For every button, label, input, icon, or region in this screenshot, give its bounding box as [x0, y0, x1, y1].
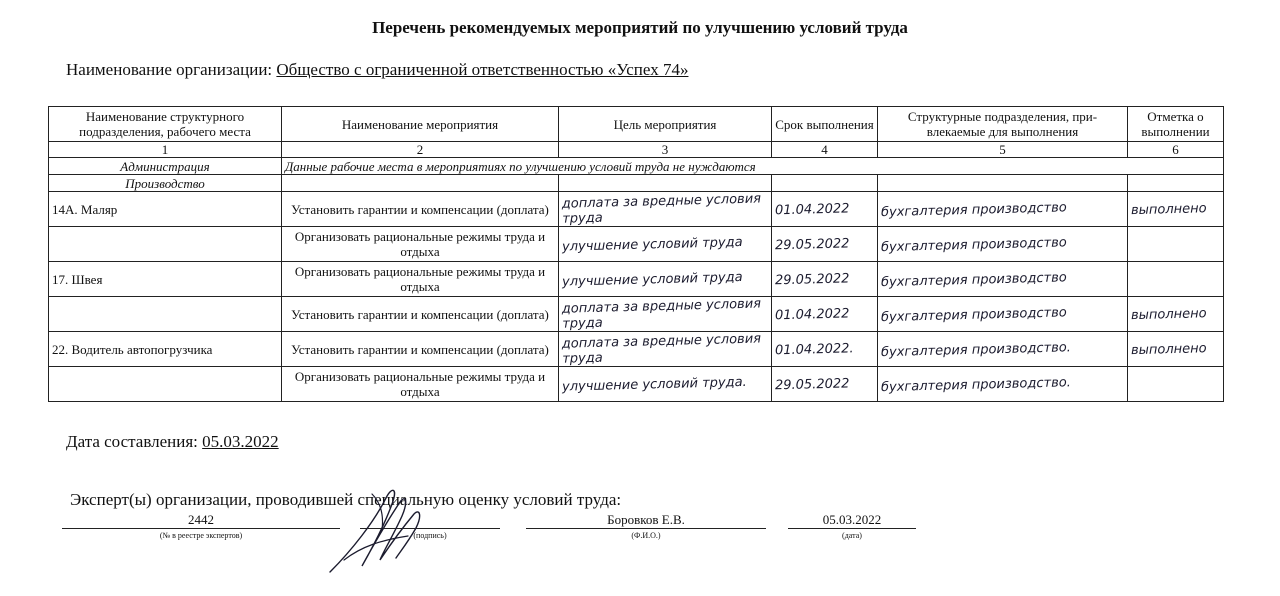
handwritten-goal: доплата за вредные условия труда	[561, 191, 762, 227]
table-row	[49, 227, 1224, 262]
registry-number: 2442	[188, 512, 214, 527]
empty-cell	[772, 175, 878, 192]
deadline-cell	[772, 367, 878, 402]
departments-cell	[878, 227, 1128, 262]
measure-cell: Установить гарантии и компенсации (доплата)	[282, 332, 559, 367]
measures-table	[48, 106, 1224, 402]
sign-date-field	[788, 512, 916, 540]
workplace-cell	[49, 227, 282, 262]
goal-cell	[559, 367, 772, 402]
handwritten-departments: бухгалтерия производство	[880, 234, 1067, 255]
section-row-production	[49, 175, 1224, 192]
header-deadline: Срок выполнения	[772, 107, 878, 142]
table-row	[49, 262, 1224, 297]
mark-cell	[1128, 332, 1224, 367]
handwritten-goal: улучшение условий труда.	[561, 374, 747, 395]
mark-cell	[1128, 297, 1224, 332]
workplace-cell: 22. Водитель автопогрузчика	[49, 332, 282, 367]
underline	[526, 528, 766, 529]
deadline-cell	[772, 227, 878, 262]
header-workplace: Наименование структурного подразделения, рабочего места	[49, 107, 282, 142]
empty-cell	[878, 175, 1128, 192]
column-numbers-row	[49, 142, 1224, 158]
handwritten-goal: доплата за вредные условия труда	[561, 296, 762, 332]
table-row	[49, 297, 1224, 332]
handwritten-goal: улучшение условий труда	[561, 269, 743, 290]
header-mark: Отметка о выполнении	[1128, 107, 1224, 142]
col-number: 6	[1128, 142, 1224, 158]
handwritten-deadline: 01.04.2022.	[774, 340, 854, 358]
fio: Боровков Е.В.	[607, 512, 685, 527]
header-row	[49, 107, 1224, 142]
handwritten-mark: выполнено	[1130, 340, 1207, 358]
expert-label: Эксперт(ы) организации, проводившей специальную оценку условий труда:	[70, 490, 622, 509]
sign-date: 05.03.2022	[822, 512, 882, 527]
handwritten-departments: бухгалтерия производство.	[880, 339, 1072, 360]
handwritten-mark	[1131, 243, 1220, 245]
handwritten-deadline: 01.04.2022	[774, 305, 850, 323]
measure-cell: Установить гарантии и компенсации (доплата)	[282, 192, 559, 227]
header-goal: Цель мероприятия	[559, 107, 772, 142]
handwritten-deadline: 29.05.2022	[774, 375, 850, 393]
underline	[788, 528, 916, 529]
deadline-cell	[772, 332, 878, 367]
empty-cell	[1128, 175, 1224, 192]
handwritten-signature	[322, 480, 442, 580]
document-title: Перечень рекомендуемых мероприятий по улучшению условий труда	[372, 18, 908, 37]
deadline-cell	[772, 262, 878, 297]
workplace-cell: 14А. Маляр	[49, 192, 282, 227]
organization-value: Общество с ограниченной ответственностью «Успех 74»	[276, 60, 689, 79]
col-number: 2	[282, 142, 559, 158]
section-name: Производство	[49, 175, 282, 192]
signature-caption: (подпись)	[413, 531, 447, 540]
table-row	[49, 192, 1224, 227]
registry-caption: (№ в реестре экспертов)	[159, 531, 243, 540]
fio-field	[526, 512, 766, 540]
measure-cell: Организовать рациональные режимы труда и отдыха	[282, 227, 559, 262]
departments-cell	[878, 367, 1128, 402]
departments-cell	[878, 262, 1128, 297]
organization-line	[66, 60, 688, 80]
table-row	[49, 367, 1224, 402]
date-label: Дата составления:	[66, 432, 198, 451]
measure-cell: Организовать рациональные режимы труда и отдыха	[282, 367, 559, 402]
organization-label: Наименование организации:	[66, 60, 273, 79]
col-number: 1	[49, 142, 282, 158]
mark-cell	[1128, 262, 1224, 297]
col-number: 3	[559, 142, 772, 158]
col-number: 4	[772, 142, 878, 158]
header-departments: Структурные подразделения, при-влекаемые для выполнения	[878, 107, 1128, 142]
workplace-cell: 17. Швея	[49, 262, 282, 297]
deadline-cell	[772, 297, 878, 332]
goal-cell	[559, 262, 772, 297]
sign-date-caption: (дата)	[842, 531, 862, 540]
handwritten-departments: бухгалтерия производство	[880, 304, 1067, 325]
handwritten-mark	[1131, 278, 1220, 280]
handwritten-deadline: 01.04.2022	[774, 200, 850, 218]
registry-number-field	[62, 512, 340, 540]
goal-cell	[559, 192, 772, 227]
measure-cell: Организовать рациональные режимы труда и отдыха	[282, 262, 559, 297]
measure-cell: Установить гарантии и компенсации (доплата)	[282, 297, 559, 332]
handwritten-deadline: 29.05.2022	[774, 270, 850, 288]
handwritten-mark: выполнено	[1130, 200, 1207, 218]
departments-cell	[878, 332, 1128, 367]
handwritten-deadline: 29.05.2022	[774, 235, 850, 253]
underline	[62, 528, 340, 529]
goal-cell	[559, 297, 772, 332]
section-name: Администрация	[49, 158, 282, 175]
col-number: 5	[878, 142, 1128, 158]
empty-cell	[559, 175, 772, 192]
departments-cell	[878, 192, 1128, 227]
mark-cell	[1128, 227, 1224, 262]
mark-cell	[1128, 192, 1224, 227]
departments-cell	[878, 297, 1128, 332]
handwritten-mark: выполнено	[1130, 305, 1207, 323]
section-note: Данные рабочие места в мероприятиях по улучшению условий труда не нуждаются	[282, 158, 1224, 175]
mark-cell	[1128, 367, 1224, 402]
workplace-cell	[49, 297, 282, 332]
handwritten-departments: бухгалтерия производство	[880, 269, 1067, 290]
fio-caption: (Ф.И.О.)	[631, 531, 661, 540]
header-measure: Наименование мероприятия	[282, 107, 559, 142]
goal-cell	[559, 332, 772, 367]
handwritten-goal: улучшение условий труда	[561, 234, 743, 255]
empty-cell	[282, 175, 559, 192]
date-value: 05.03.2022	[202, 432, 279, 451]
section-row-admin	[49, 158, 1224, 175]
handwritten-mark	[1131, 383, 1220, 385]
goal-cell	[559, 227, 772, 262]
workplace-cell	[49, 367, 282, 402]
compilation-date-line	[66, 432, 279, 452]
deadline-cell	[772, 192, 878, 227]
handwritten-departments: бухгалтерия производство	[880, 199, 1067, 220]
handwritten-departments: бухгалтерия производство.	[880, 374, 1072, 395]
handwritten-goal: доплата за вредные условия труда	[561, 331, 762, 367]
table-row	[49, 332, 1224, 367]
